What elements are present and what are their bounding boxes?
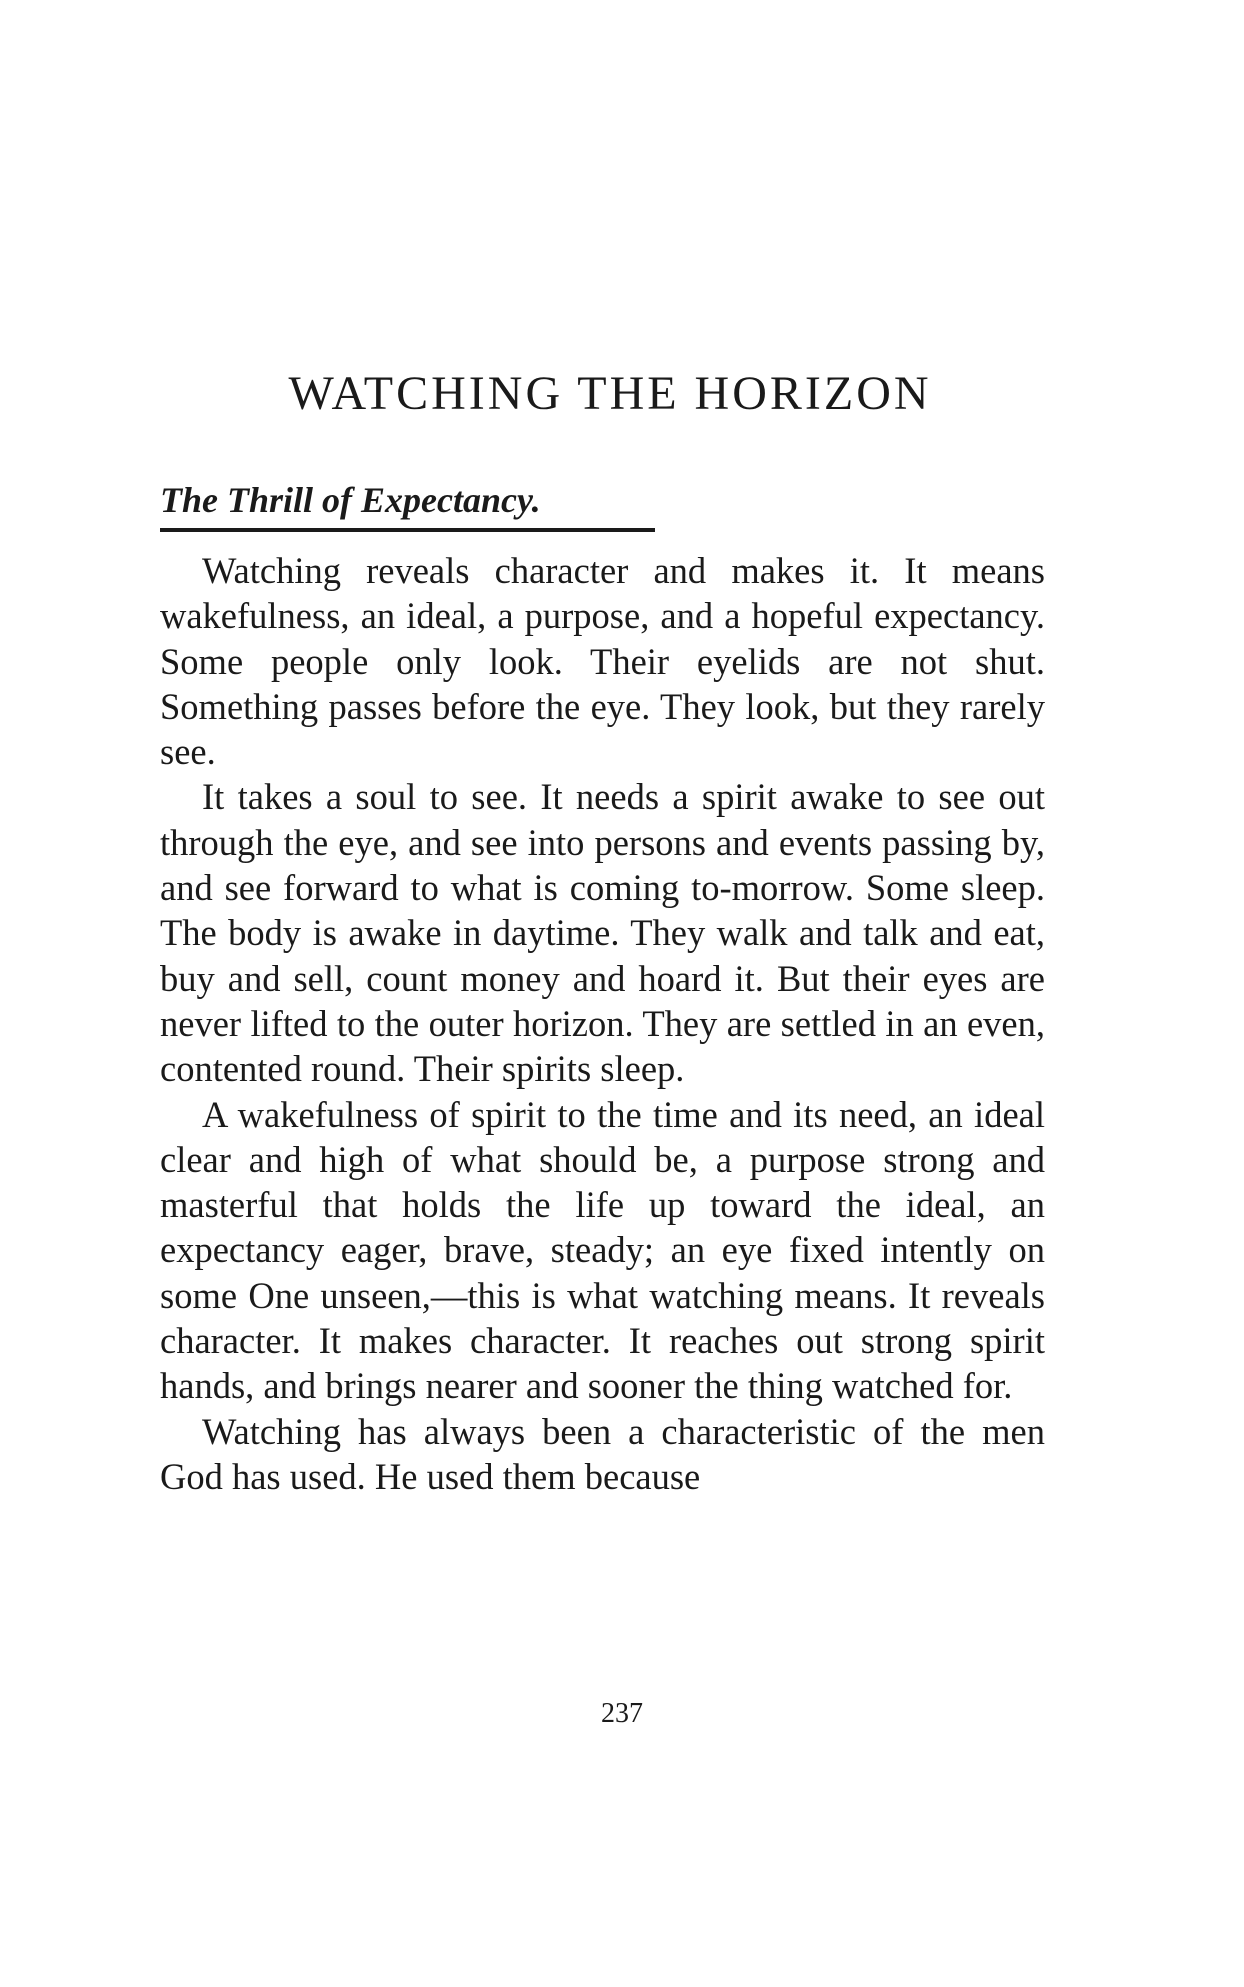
section-subheading: The Thrill of Expectancy. <box>160 482 655 532</box>
paragraph: A wakefulness of spirit to the time and its need, an ideal clear and high of what should be, a purpose strong and masterful that holds the life up toward the ideal, an expectancy eager, brave, steady; an eye fixed intently on some One unseen,—this is what watching means. It reveals character. It makes character. It reaches out strong spirit hands, and brings nearer and sooner the thing watched for. <box>160 1093 1045 1407</box>
body-text <box>160 548 1045 1499</box>
paragraph: It takes a soul to see. It needs a spirit awake to see out through the eye, and see into persons and events passing by, and see forward to what is coming to-morrow. Some sleep. The body is awake in daytime. They walk and talk and eat, buy and sell, count money and hoard it. But their eyes are never lifted to the outer horizon. They are settled in an even, contented round. Their spirits sleep. <box>160 776 1045 1090</box>
chapter-title: WATCHING THE HORIZON <box>288 367 932 420</box>
page-number: 237 <box>601 1698 643 1729</box>
paragraph: Watching reveals character and makes it. It means wakefulness, an ideal, a purpose, and a hopeful expectancy. Some people only look. Their eyelids are not shut. Something passes before the eye. They look, but they rarely see. <box>160 550 1045 773</box>
paragraph: Watching has always been a characteristic of the men God has used. He used them because <box>160 1410 1045 1497</box>
